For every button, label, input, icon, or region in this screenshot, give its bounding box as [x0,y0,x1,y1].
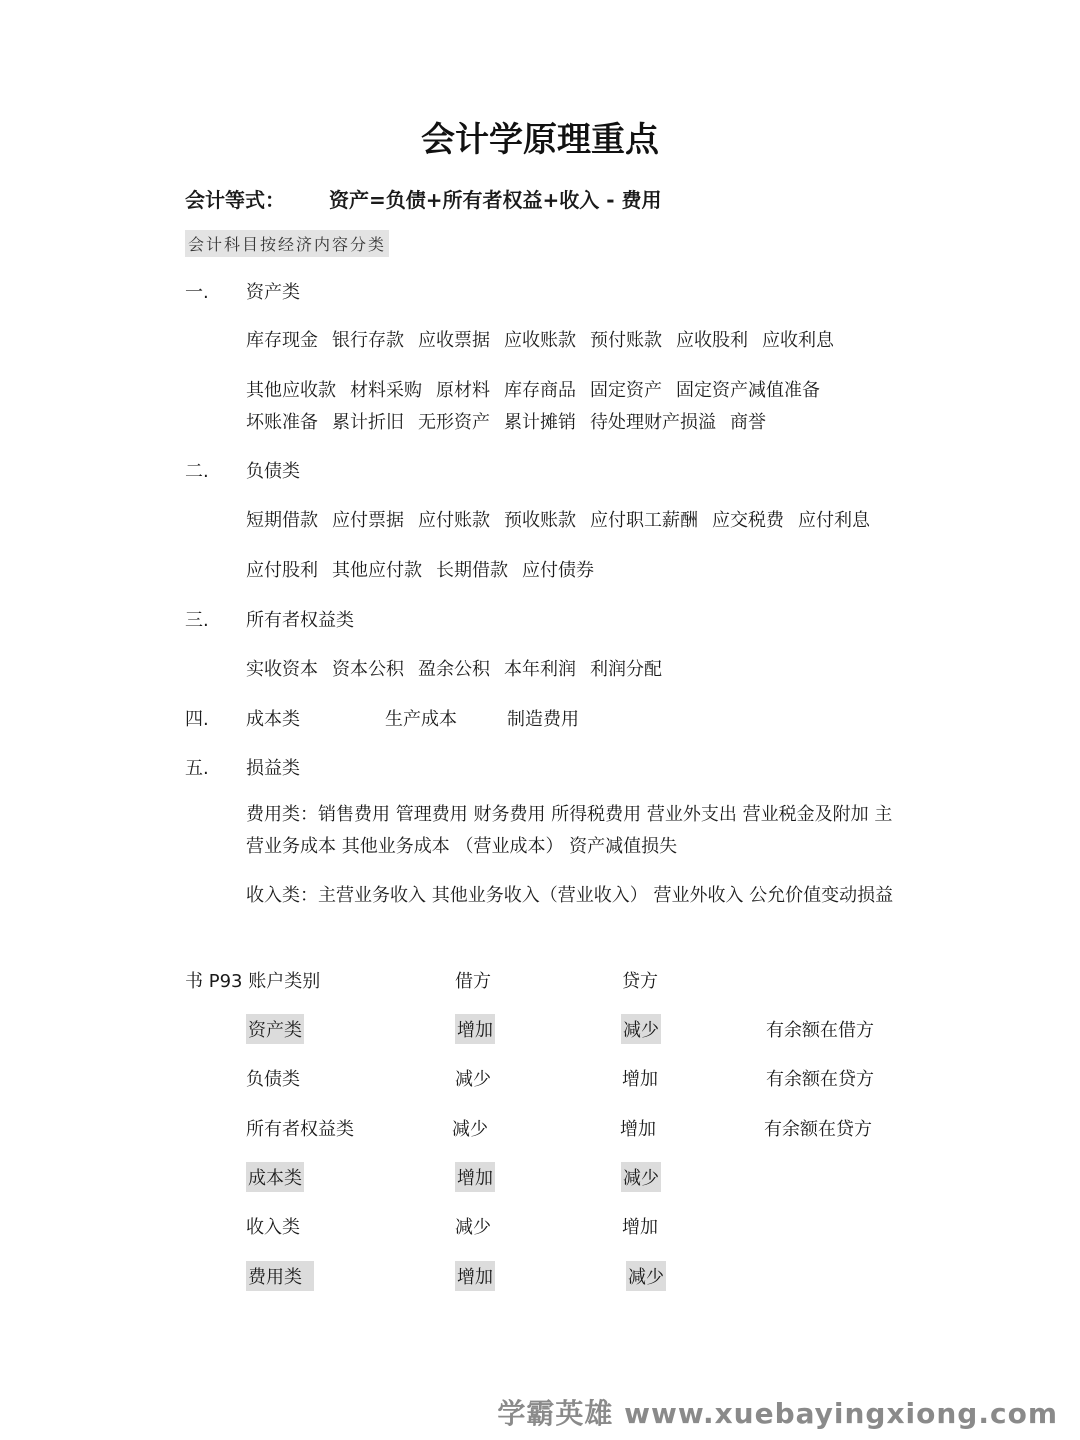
table-row-debit: 增加 [455,1261,495,1291]
section-number: 一. [185,282,209,303]
section-number: 三. [185,610,209,631]
account-item: 本年利润 [504,659,576,680]
equation-formula: 资产=负债+所有者权益+收入 - 费用 [329,188,662,212]
table-row-category: 收入类 [246,1217,300,1238]
revenue-accounts-paragraph: 收入类：主营业务收入 其他业务收入（营业收入） 营业外收入 公允价值变动损益 [246,885,894,906]
account-item: 应付账款 [418,510,490,531]
account-item: 盈余公积 [418,659,490,680]
table-row-credit: 增加 [622,1217,658,1238]
account-item: 无形资产 [418,412,490,433]
table-row-category: 负债类 [246,1069,300,1090]
table-header-debit: 借方 [455,971,491,992]
table-row-balance: 有余额在贷方 [766,1069,874,1090]
account-list-line [246,408,766,434]
account-item: 资本公积 [332,659,404,680]
table-row-debit: 增加 [455,1014,495,1044]
table-row-category: 成本类 [246,1162,304,1192]
table-header-credit: 贷方 [622,971,658,992]
section-title-equity: 所有者权益类 [246,610,354,631]
table-row-credit: 增加 [620,1119,656,1140]
expense-accounts-paragraph: 费用类：销售费用 管理费用 财务费用 所得税费用 营业外支出 营业税金及附加 主营业务成本 其他业务成本 （营业成本） 资产减值损失 [246,804,893,857]
account-list-line [246,556,594,582]
account-list-line [246,326,834,352]
account-item: 应交税费 [712,510,784,531]
table-row-debit: 增加 [455,1162,495,1192]
account-item: 应付股利 [246,560,318,581]
account-item: 长期借款 [436,560,508,581]
account-item: 应付利息 [798,510,870,531]
table-row-debit: 减少 [455,1217,491,1238]
table-row-balance: 有余额在借方 [766,1020,874,1041]
account-item: 应收票据 [418,330,490,351]
table-row-credit: 减少 [626,1261,666,1291]
account-item: 其他应收款 [246,380,336,401]
table-row-category: 费用类 [246,1261,314,1291]
account-item: 库存商品 [504,380,576,401]
account-item: 固定资产 [590,380,662,401]
cost-item: 生产成本 [385,709,457,730]
cost-item: 制造费用 [507,709,579,730]
site-watermark: 学霸英雄 www.xuebayingxiong.com [497,1397,1058,1430]
section-title-cost: 成本类 [246,709,300,730]
table-row-category: 所有者权益类 [246,1119,354,1140]
table-header-category: 书 P93 账户类别 [185,971,321,992]
account-item: 预收账款 [504,510,576,531]
account-item: 预付账款 [590,330,662,351]
account-item: 应收账款 [504,330,576,351]
account-item: 固定资产减值准备 [676,380,820,401]
table-row-category: 资产类 [246,1014,304,1044]
account-list-line [246,506,870,532]
table-row-credit: 减少 [621,1014,661,1044]
account-item: 利润分配 [590,659,662,680]
table-row-credit: 减少 [621,1162,661,1192]
section-title-profit-loss: 损益类 [246,758,300,779]
table-row-credit: 增加 [622,1069,658,1090]
account-item: 材料采购 [350,380,422,401]
equation-label: 会计等式： [185,188,285,212]
account-item: 库存现金 [246,330,318,351]
account-item: 其他应付款 [332,560,422,581]
page-title: 会计学原理重点 [421,120,659,160]
section-title-liabilities: 负债类 [246,461,300,482]
section-title-assets: 资产类 [246,282,300,303]
table-row-debit: 减少 [452,1119,488,1140]
account-item: 应收利息 [762,330,834,351]
account-list-line [246,376,820,402]
section-number: 二. [185,461,209,482]
account-item: 银行存款 [332,330,404,351]
account-item: 累计折旧 [332,412,404,433]
account-item: 短期借款 [246,510,318,531]
table-row-debit: 减少 [455,1069,491,1090]
classification-subheading: 会计科目按经济内容分类 [185,230,389,257]
account-item: 待处理财产损溢 [590,412,716,433]
account-item: 商誉 [730,412,766,433]
account-item: 实收资本 [246,659,318,680]
account-item: 应付职工薪酬 [590,510,698,531]
account-item: 坏账准备 [246,412,318,433]
section-number: 四. [185,709,209,730]
account-list-line [246,655,662,681]
section-number: 五. [185,758,209,779]
account-item: 累计摊销 [504,412,576,433]
account-item: 应收股利 [676,330,748,351]
account-item: 应付票据 [332,510,404,531]
table-row-balance: 有余额在贷方 [764,1119,872,1140]
account-item: 应付债券 [522,560,594,581]
account-item: 原材料 [436,380,490,401]
